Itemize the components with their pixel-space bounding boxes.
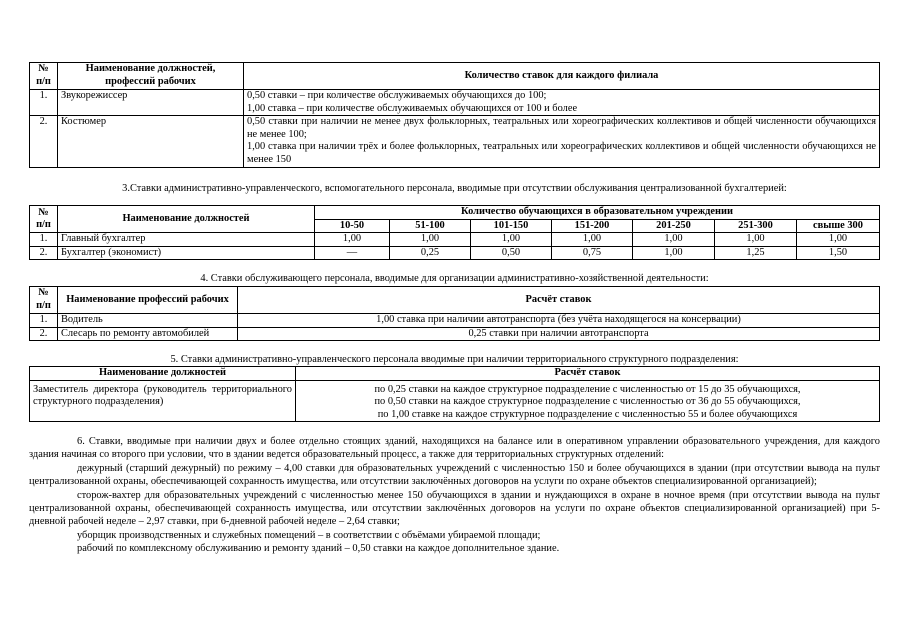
staff-table-maintenance — [29, 286, 880, 341]
row-value: 0,50 — [471, 246, 552, 260]
range-header: свыше 300 — [797, 219, 880, 233]
paragraph: уборщик производственных и служебных помещений – в соответствии с объёмами убираемой площади; — [77, 529, 541, 541]
range-header: 51-100 — [390, 219, 471, 233]
row-value: 1,00 — [315, 233, 390, 247]
row-num: 1. — [30, 90, 58, 116]
paragraph: рабочий по комплексному обслуживанию и ремонту зданий – 0,50 ставки на каждое дополнительное здание. — [77, 543, 560, 555]
row-qty — [244, 116, 880, 167]
header-qty: Количество ставок для каждого филиала — [244, 63, 880, 90]
paragraph: дежурный (старший дежурный) по режиму – 4,00 ставки для образовательных учреждений с численностью 150 и более обучающихся в здании (при отсутствии вывода на пульт централизованной охраны, обеспечивающей сохранность имущества, или отсутствии заключённых договоров на услуги по охране объектов специализированной организацией); — [29, 462, 880, 488]
range-header: 101-150 — [471, 219, 552, 233]
qty-line: 0,50 ставки при наличии не менее двух фольклорных, театральных или хореографических коллективов и общей численности обучающихся не менее 100; — [247, 116, 876, 140]
row-name: Заместитель директора (руководитель территориального структурного подразделения) — [30, 380, 296, 422]
table-row — [30, 380, 880, 422]
header-calc: Расчёт ставок — [238, 287, 880, 314]
header-name: Наименование профессий рабочих — [58, 287, 238, 314]
staff-table-branch — [29, 62, 880, 168]
row-value: 1,00 — [633, 246, 715, 260]
row-value: 0,75 — [552, 246, 633, 260]
row-value: — — [315, 246, 390, 260]
header-name: Наименование должностей, профессий рабочих — [58, 63, 244, 90]
staff-table-accounting — [29, 205, 880, 260]
header-num: № п/п — [30, 63, 58, 90]
row-qty — [244, 90, 880, 116]
row-value: 1,00 — [552, 233, 633, 247]
row-value: 1,00 — [471, 233, 552, 247]
row-value: 1,00 — [390, 233, 471, 247]
section3-caption: 3.Ставки административно-управленческого, вспомогательного персонала, вводимые при отсутствии обслуживания централизованной бухгалтерией: — [122, 183, 787, 194]
range-header: 151-200 — [552, 219, 633, 233]
range-header: 201-250 — [633, 219, 715, 233]
section5-caption: 5. Ставки административно-управленческого персонала вводимые при наличии территориального структурного подразделения: — [170, 354, 739, 365]
row-value: 1,00 — [633, 233, 715, 247]
row-name: Бухгалтер (экономист) — [58, 246, 315, 260]
header-num: № п/п — [30, 206, 58, 233]
section4-caption: 4. Ставки обслуживающего персонала, вводимые для организации административно-хозяйственной деятельности: — [200, 273, 709, 284]
paragraph: 6. Ставки, вводимые при наличии двух и более отдельно стоящих зданий, находящихся на балансе или в оперативном управлении образовательного учреждения, для каждого здания начиная со второго при условии, что в здании ведется образовательный процесс, а также для территориальных структурных отделений: — [29, 436, 880, 461]
range-header: 10-50 — [315, 219, 390, 233]
calc-line: по 0,50 ставки на каждое структурное подразделение с численностью от 36 до 55 обучающихся, — [374, 396, 801, 408]
header-group: Количество обучающихся в образовательном учреждении — [315, 206, 880, 220]
calc-line: по 0,25 ставки на каждое структурное подразделение с численностью от 15 до 35 обучающихся, — [374, 383, 801, 395]
row-value: 1,50 — [797, 246, 880, 260]
row-num: 1. — [30, 314, 58, 328]
row-value: 0,25 — [390, 246, 471, 260]
qty-line: 0,50 ставки – при количестве обслуживаемых обучающихся до 100; — [247, 90, 547, 101]
table-row — [30, 327, 880, 341]
table-row — [30, 246, 880, 260]
qty-line: 1,00 ставка – при количестве обслуживаемых обучающихся от 100 и более — [247, 102, 578, 114]
header-num: № п/п — [30, 287, 58, 314]
table-row — [30, 233, 880, 247]
section6-text — [29, 435, 880, 556]
table-row — [30, 90, 880, 116]
table-row — [30, 314, 880, 328]
row-value: 1,25 — [715, 246, 797, 260]
row-value: 1,00 — [797, 233, 880, 247]
staff-table-territorial — [29, 366, 880, 422]
row-name: Водитель — [58, 314, 238, 328]
row-calc: 0,25 ставки при наличии автотранспорта — [238, 327, 880, 341]
row-name: Костюмер — [58, 116, 244, 167]
row-num: 1. — [30, 233, 58, 247]
row-value: 1,00 — [715, 233, 797, 247]
row-name: Слесарь по ремонту автомобилей — [58, 327, 238, 341]
row-calc: 1,00 ставка при наличии автотранспорта (без учёта находящегося на консервации) — [238, 314, 880, 328]
row-num: 2. — [30, 327, 58, 341]
range-header: 251-300 — [715, 219, 797, 233]
row-num: 2. — [30, 116, 58, 167]
row-num: 2. — [30, 246, 58, 260]
qty-line: 1,00 ставка при наличии трёх и более фольклорных, театральных или хореографических коллективов и общей численности обучающихся не менее 150 — [247, 141, 876, 165]
table-row — [30, 116, 880, 167]
row-name: Звукорежиссер — [58, 90, 244, 116]
header-name: Наименование должностей — [30, 367, 296, 381]
header-name: Наименование должностей — [58, 206, 315, 233]
row-calc — [296, 380, 880, 422]
header-calc: Расчёт ставок — [296, 367, 880, 381]
calc-line: по 1,00 ставке на каждое структурное подразделение с численностью 55 и более обучающихся — [377, 408, 798, 420]
paragraph: сторож-вахтер для образовательных учреждений с численностью менее 150 обучающихся в здании и нуждающихся в охране в ночное время (при отсутствии вывода на пульт централизованной охраны, обеспечивающей сохранность имущества, или отсутствии заключённых договоров на услуги по охране объектов специализированной организацией) при 5-дневной рабочей неделе – 2,97 ставки, при 6-дневной рабочей неделе – 2,64 ставки; — [29, 489, 880, 528]
row-name: Главный бухгалтер — [58, 233, 315, 247]
